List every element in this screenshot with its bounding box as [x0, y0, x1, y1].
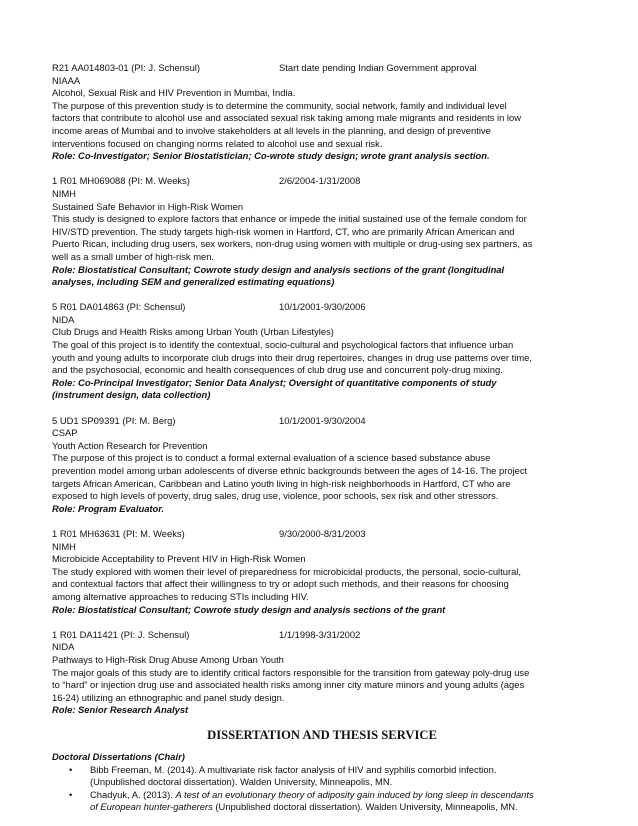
citation-text: Bibb Freeman, M. (2014). A multivariate risk factor analysis of HIV and syphilis comorbid infection. [90, 763, 497, 775]
grant-dates: 10/1/2001-9/30/2004 [279, 414, 366, 426]
grant-id: 5 UD1 SP09391 (PI: M. Berg) [52, 414, 176, 426]
grant-entry [52, 415, 592, 516]
bullet-icon: • [69, 788, 73, 800]
grant-id: 1 R01 MH63631 (PI: M. Weeks) [52, 527, 185, 539]
grant-header [52, 415, 592, 428]
grant-description-line: This study is designed to explore factors that enhance or impede the initial sustained use of the female condom for [52, 213, 527, 225]
grant-header [52, 629, 592, 642]
grant-entry [52, 528, 592, 616]
grant-role: Role: Biostatistical Consultant; Cowrote study design and analysis sections of the grant (longitudinal [52, 263, 505, 275]
grant-entry [52, 629, 592, 717]
section-subheading: Doctoral Dissertations (Chair) [52, 751, 185, 763]
grant-description-line: among alternative approaches to reducing STIs including HIV. [52, 590, 309, 602]
citation-line [90, 789, 592, 802]
citation-line [90, 764, 592, 777]
grant-description-line: well as a small umber of high-risk men. [52, 250, 215, 262]
grant-description-line: to “hard” or injection drug use and associated health risks among inner city mature minors and young adults (ages [52, 679, 525, 691]
grant-agency: NIDA [52, 313, 75, 325]
grant-header [52, 301, 592, 314]
grant-description-line: Puerto Rican, including drug users, sex workers, non-drug using women with multiple or drug-using sex partners, as [52, 238, 533, 250]
grant-agency: CSAP [52, 427, 78, 439]
grant-dates: 2/6/2004-1/31/2008 [279, 175, 361, 187]
grant-role: analyses, including SEM and generalized estimating equations) [52, 276, 335, 288]
grant-header [52, 62, 592, 75]
grant-description-line: factors that contribute to alcohol use and associated sexual risk taking among male migrants and residents in low [52, 112, 522, 124]
grant-dates: Start date pending Indian Government approval [279, 62, 477, 73]
grant-id: 1 R01 DA11421 (PI: J. Schensul) [52, 628, 190, 640]
citation-item [52, 789, 592, 814]
grant-header [52, 528, 592, 541]
grant-role: (instrument design, data collection) [52, 389, 211, 401]
citation-text: (Unpublished doctoral dissertation). Walden University, Minneapolis, MN. [90, 776, 393, 788]
grant-role: Role: Senior Research Analyst [52, 704, 189, 716]
section-title: DISSERTATION AND THESIS SERVICE [207, 728, 437, 743]
cv-page [52, 62, 592, 814]
grant-entry [52, 301, 592, 402]
grant-id: R21 AA014803-01 (PI: J. Schensul) [52, 62, 201, 73]
grant-description-line: HIV/STD prevention. The study targets high-risk women in Hartford, CT, who are primarily African American and [52, 225, 515, 237]
grant-description-line: and contextual factors that affect their willingness to try or adopt such methods, and their reasons for choosing [52, 578, 509, 590]
grant-role: Role: Co-Principal Investigator; Senior Data Analyst; Oversight of quantitative components of study [52, 376, 497, 388]
citation-item [52, 764, 592, 789]
grant-description-line: The study explored with women their level of preparedness for microbicidal products, the personal, socio-cultural, [52, 565, 521, 577]
grant-description-line: income areas of Mumbai and to involve stakeholders at all levels in the planning, and design of preventive [52, 124, 491, 136]
grant-description-line: youth and young adults to incorporate club drugs into their drug repertoires, changes in drug use patterns over time, [52, 351, 532, 363]
grant-title: Youth Action Research for Prevention [52, 439, 208, 451]
grant-dates: 9/30/2000-8/31/2003 [279, 527, 366, 539]
grant-role: Role: Biostatistical Consultant; Cowrote study design and analysis sections of the grant [52, 603, 446, 615]
grant-header [52, 175, 592, 188]
grant-role: Role: Program Evaluator. [52, 502, 165, 514]
grant-title: Club Drugs and Health Risks among Urban Youth (Urban Lifestyles) [52, 326, 334, 338]
citation-text: (Unpublished doctoral dissertation). Walden University, Minneapolis, MN. [212, 801, 518, 813]
citation-text: Chadyuk, A. (2013). [90, 788, 176, 800]
grant-agency: NIMH [52, 540, 76, 552]
grant-entry [52, 175, 592, 288]
grant-entry [52, 62, 592, 163]
grant-description-line: targets African American, Caribbean and Latino youth living in high-risk neighborhoods in Hartford, CT who are [52, 477, 511, 489]
citation-title: of European hunter-gatherers [90, 801, 213, 813]
grant-description-line: The purpose of this prevention study is to determine the community, social network, family and individual level [52, 99, 507, 111]
grant-description-line: and the psychosocial, economic and health consequences of club drug use and concurrent poly-drug mixing. [52, 364, 503, 376]
grant-agency: NIAAA [52, 74, 81, 86]
grant-id: 5 R01 DA014863 (PI: Schensul) [52, 301, 186, 313]
grant-agency: NIDA [52, 641, 75, 653]
citation-line [90, 776, 592, 789]
grant-description-line: interventions focused on changing norms related to alcohol use and sexual risk. [52, 137, 383, 149]
grant-title: Microbicide Acceptability to Prevent HIV in High-Risk Women [52, 553, 306, 565]
citation-line [90, 801, 592, 814]
grant-role: Role: Co-Investigator; Senior Biostatistician; Co-wrote study design; wrote grant analysis section. [52, 150, 490, 162]
grant-description-line: 16-24) utilizing an ethnographic and panel study design. [52, 691, 285, 703]
grant-title: Alcohol, Sexual Risk and HIV Prevention in Mumbai, India. [52, 87, 296, 99]
grant-title: Sustained Safe Behavior in High-Risk Women [52, 200, 244, 212]
grant-description-line: The purpose of this project is to conduct a formal external evaluation of a science based substance abuse [52, 452, 491, 464]
grant-description-line: exposed to high levels of poverty, drug sales, drug use, violence, poor schools, sex risk and other stressors. [52, 490, 499, 502]
citation-title: A test of an evolutionary theory of adiposity gain induced by long sleep in descendants [175, 788, 534, 800]
grant-dates: 10/1/2001-9/30/2006 [279, 301, 366, 313]
grant-description-line: The major goals of this study are to identify critical factors responsible for the transition from gateway poly-drug use [52, 666, 530, 678]
grant-title: Pathways to High-Risk Drug Abuse Among Urban Youth [52, 653, 284, 665]
grant-id: 1 R01 MH069088 (PI: M. Weeks) [52, 175, 190, 187]
grant-description-line: The goal of this project is to identify the contextual, socio-cultural and psychological factors that influence urban [52, 339, 514, 351]
grant-description-line: prevention model among urban adolescents of diverse ethnic backgrounds between the ages of 14-16. The project [52, 465, 528, 476]
grant-agency: NIMH [52, 187, 76, 199]
bullet-icon: • [69, 763, 73, 775]
grant-dates: 1/1/1998-3/31/2002 [279, 628, 361, 640]
